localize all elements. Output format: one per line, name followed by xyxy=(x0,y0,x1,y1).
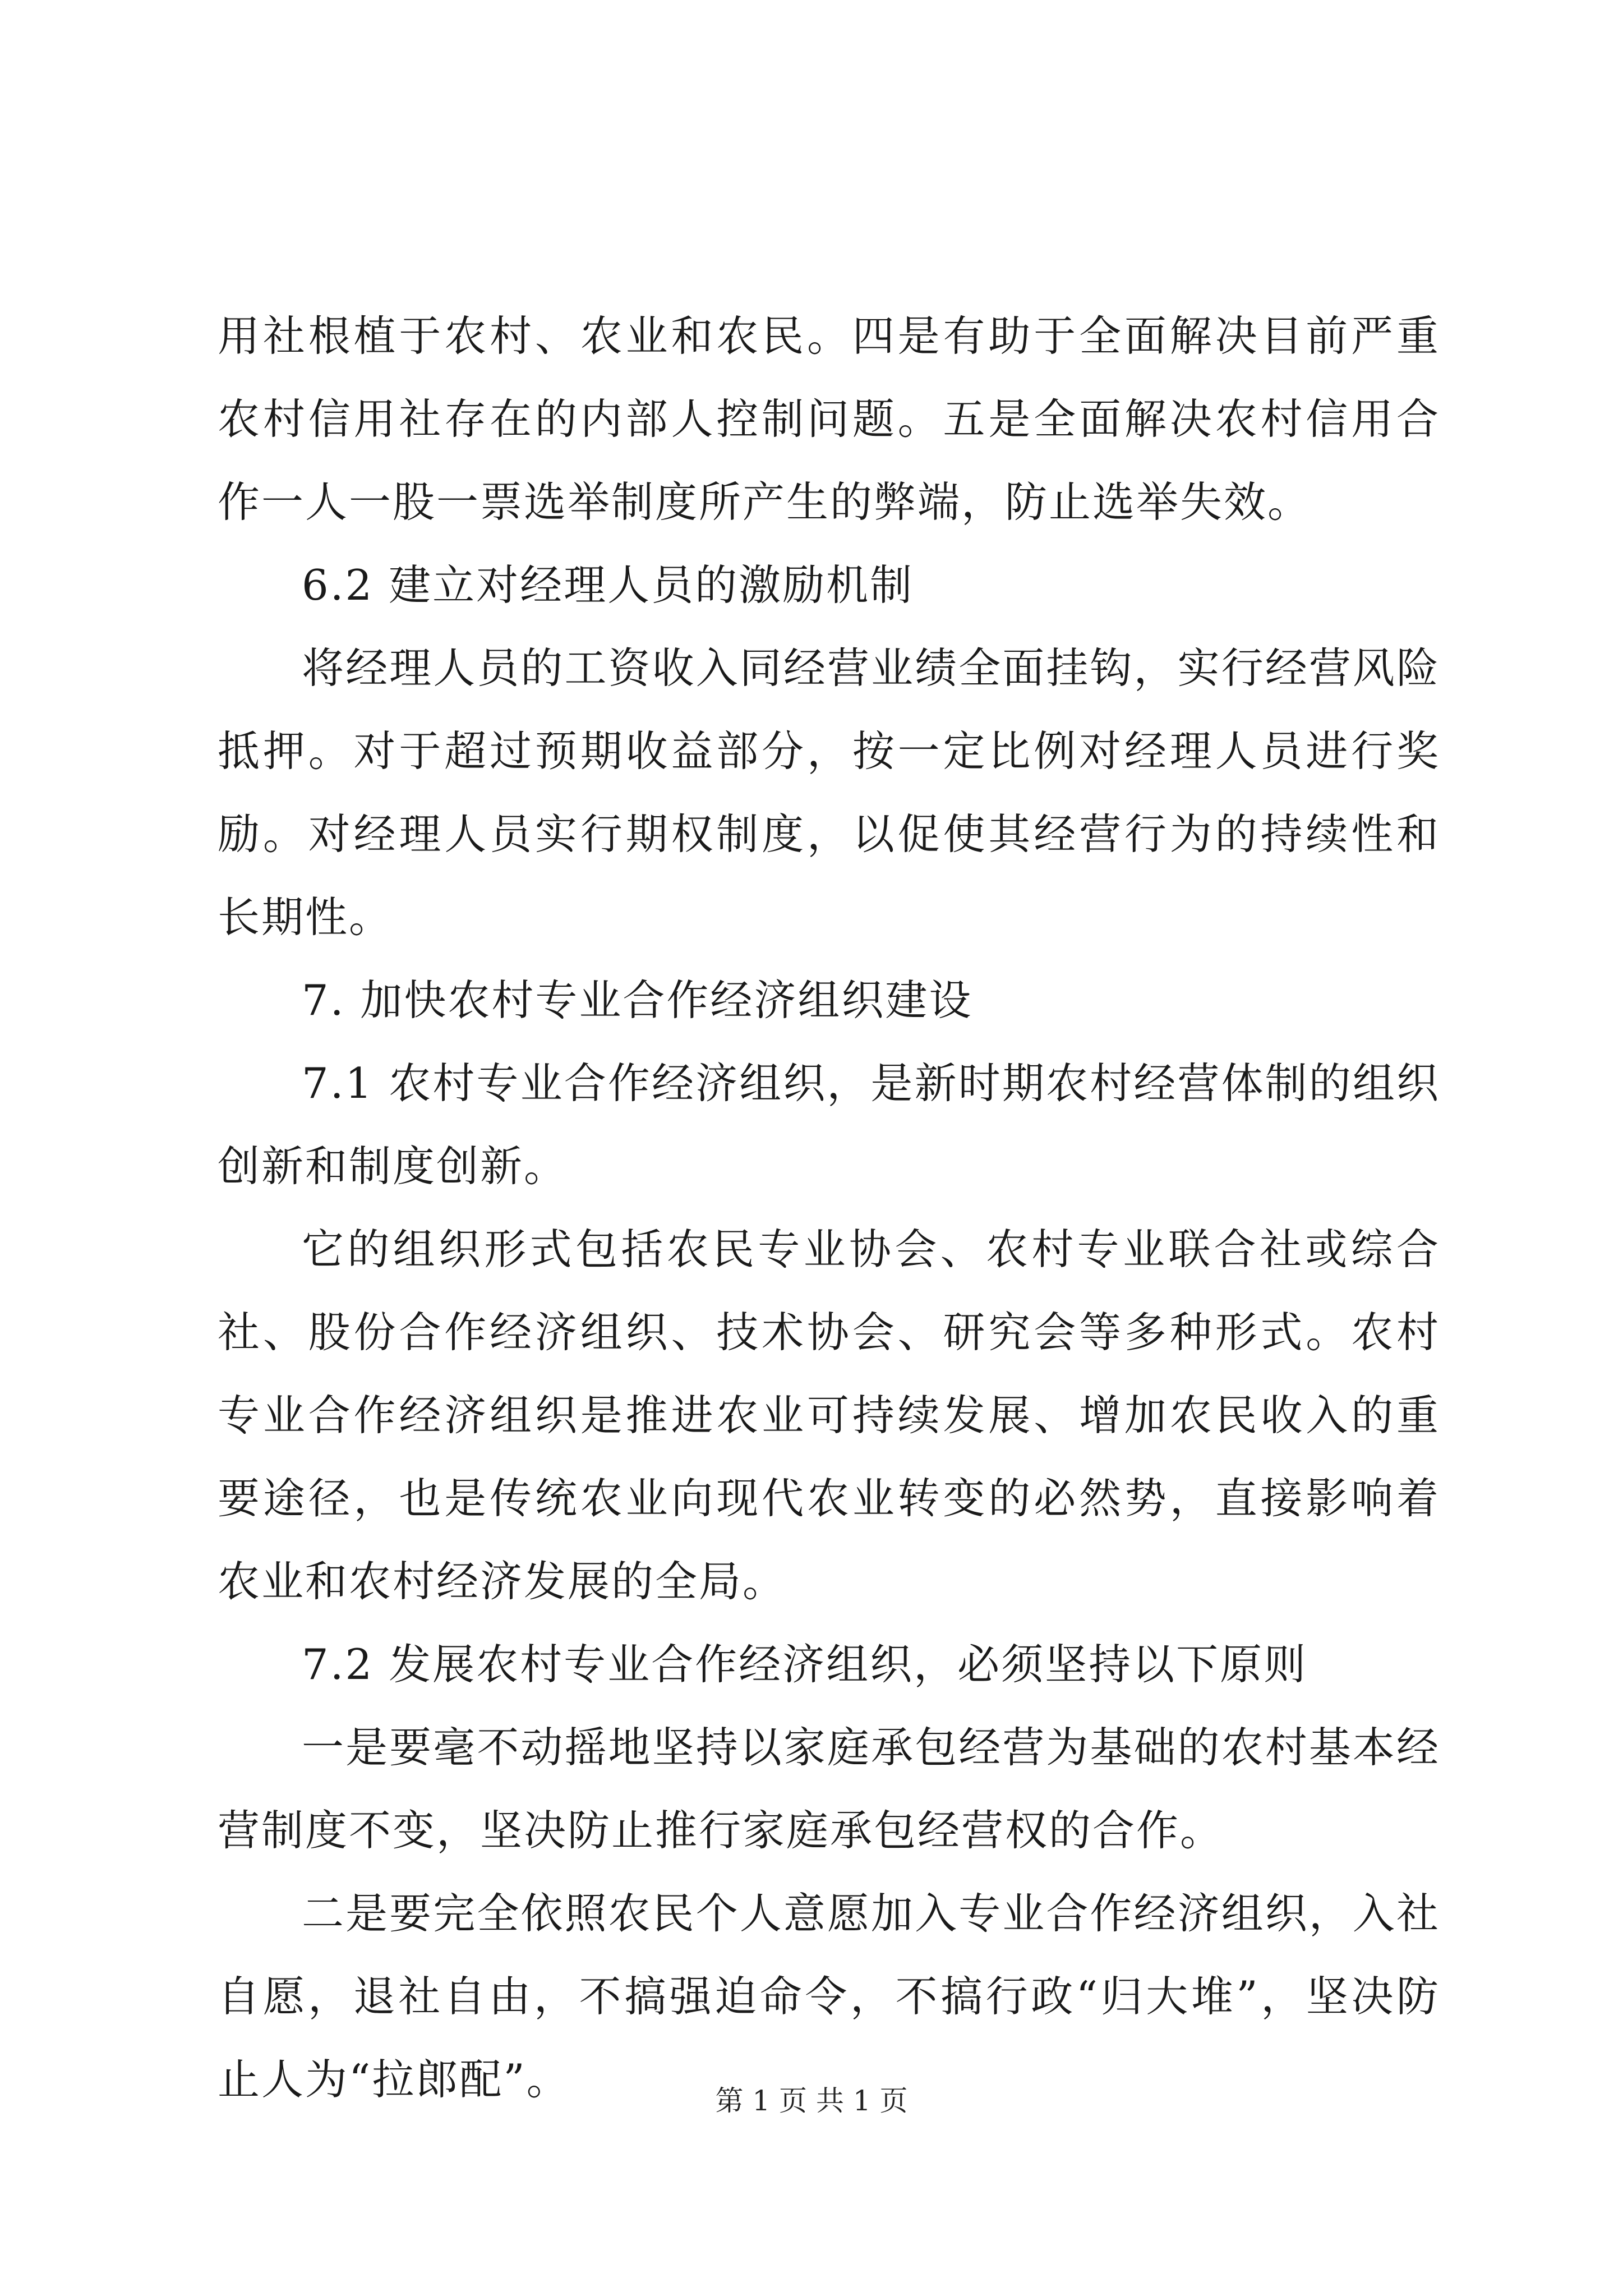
heading-7-2: 7.2 发展农村专业合作经济组织，必须坚持以下原则 xyxy=(302,1640,1308,1689)
heading-6-2: 6.2 建立对经理人员的激励机制 xyxy=(302,560,914,610)
document-body xyxy=(218,295,1440,2121)
paragraph-principle-one: 一是要毫不动摇地坚持以家庭承包经营为基础的农村基本经营制度不变，坚决防止推行家庭承包经营权的合作。 xyxy=(218,1723,1440,1855)
page-footer: 第 1 页 共 1 页 xyxy=(715,2085,908,2117)
paragraph-7-1: 7.1 农村专业合作经济组织，是新时期农村经营体制的组织创新和制度创新。 xyxy=(218,1059,1440,1191)
paragraph-incentive: 将经理人员的工资收入同经营业绩全面挂钩，实行经营风险抵押。对于超过预期收益部分，按一定比例对经理人员进行奖励。对经理人员实行期权制度，以促使其经营行为的持续性和长期性。 xyxy=(218,643,1440,942)
paragraph-continuation: 用社根植于农村、农业和农民。四是有助于全面解决目前严重农村信用社存在的内部人控制问题。五是全面解决农村信用合作一人一股一票选举制度所产生的弊端，防止选举失效。 xyxy=(218,311,1440,527)
heading-7: 7. 加快农村专业合作经济组织建设 xyxy=(302,976,973,1025)
paragraph-principle-two: 二是要完全依照农民个人意愿加入专业合作经济组织，入社自愿，退社自由，不搞强迫命令，不搞行政“归大堆”，坚决防止人为“拉郎配”。 xyxy=(218,1889,1440,2104)
paragraph-organization-forms: 它的组织形式包括农民专业协会、农村专业联合社或综合社、股份合作经济组织、技术协会、研究会等多种形式。农村专业合作经济组织是推进农业可持续发展、增加农民收入的重要途径，也是传统农业向现代农业转变的必然势，直接影响着农业和农村经济发展的全局。 xyxy=(218,1225,1440,1606)
